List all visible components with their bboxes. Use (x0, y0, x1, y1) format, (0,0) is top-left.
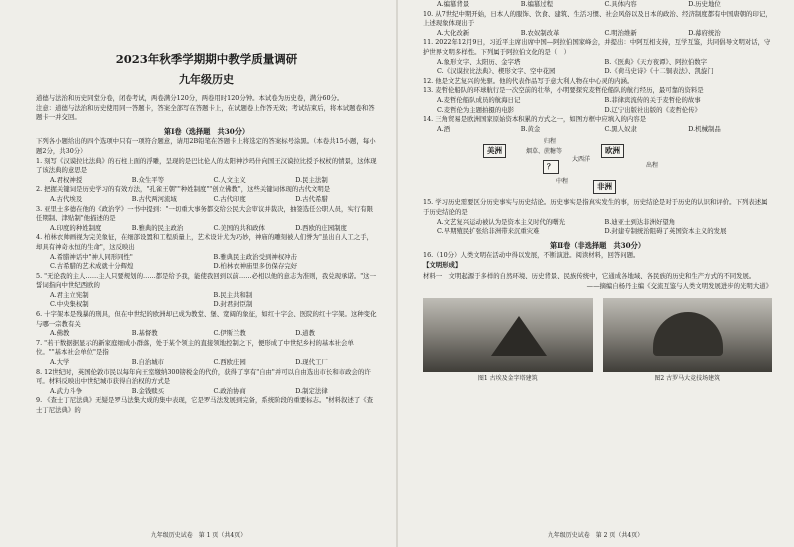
option: A.象形文字、太阳历、金字塔 (437, 57, 521, 66)
option: C.麦哲伦为主题拍摄的电影 (437, 105, 514, 114)
option: B.迪亚士到达非洲好望角 (604, 217, 676, 226)
question-line (36, 233, 377, 252)
question-line (36, 272, 377, 291)
option: A.武力斗争 (50, 386, 83, 395)
question-text: "若干数据据显示的新家庭细成小群落，处于某个领主的直接领地控制之下，便形成了中世纪乡村的基本社会单位。""基本社会单位"是指 (36, 338, 354, 357)
question-list-1 (36, 157, 377, 416)
question-text: "无论我的主人……主人只要规划的……都是给予我，能使我回到以前……必相以他的意志为准则，我兑现承诺。"这一誓词指向中世纪西欧的 (36, 271, 376, 290)
question-options (36, 176, 377, 186)
question-line (36, 205, 377, 224)
option: A.大学 (50, 358, 70, 367)
option: D.封君封臣制 (213, 300, 253, 309)
option: A.酒 (437, 124, 451, 133)
question-line (36, 310, 377, 329)
exam-note-1: 道德与法治和历史同堂分卷，闭卷考试，两卷满分120分，两卷用时120分钟。本试卷为历史卷，满分60分。 (36, 94, 344, 102)
option: B.雅典的民主政治 (131, 223, 184, 232)
question-options (36, 195, 377, 205)
question-options (36, 224, 377, 234)
question-12 (423, 77, 772, 87)
option: C.古希腊的艺术成就十分辉煌 (50, 262, 134, 271)
option: D.现代工厂 (295, 358, 328, 367)
question-line (36, 368, 377, 387)
colosseum-photo (603, 298, 773, 372)
question-text: 柏林衣帅画视为完美象征，在细部设置和工程质量上，艺术设计尤为巧妙，神庙的雕刻被人们誉为"虽出自人工之手，却具有神奇永恒的生命"，这反映出 (36, 233, 374, 251)
option: C.政治协商 (213, 386, 246, 395)
option: A.麦哲伦船队成员的航海日记 (437, 95, 521, 104)
option: B.雅典民主政治受到神权冲击 (213, 252, 297, 261)
question-number: 13. (423, 86, 434, 95)
option: C.人文主义 (213, 175, 246, 184)
option: C.古代印度 (213, 194, 246, 203)
question-text: 2022年12月9日，习近平主席出席中国—阿拉伯国家峰会，并提出：中阿互相支持，互学互鉴，共同倡导文明对话，守护世界文明多样性。下列属于阿拉伯文化的是（ ） (423, 38, 771, 56)
question-7 (36, 339, 377, 368)
question-number: 1. (36, 156, 43, 165)
option: D.柏林衣神庙里多仿保存完好 (213, 262, 298, 271)
option: D.历史地位 (688, 0, 721, 8)
question-options (36, 358, 377, 368)
diagram-label-c: 非洲 (593, 180, 616, 194)
diagram-label-a: 美洲 (483, 144, 506, 158)
question-text: 从7世纪中期开始，日本人的服饰、饮食、建筑、生活习惯、社会风俗以及日本的政治、经济制度都有中国唐朝的印记，上述现象体现出于 (423, 9, 772, 28)
question-number: 4. (36, 233, 43, 242)
question-4 (36, 233, 377, 271)
option: D.封建专制统治阻碍了英国资本主义的发展 (604, 227, 727, 236)
figure-2-caption: 图2 古罗马大竞技场建筑 (654, 374, 721, 382)
question-number: 15. (423, 198, 434, 207)
option: A.君主立宪制 (50, 290, 89, 299)
option: A.大化改新 (437, 28, 470, 37)
option: C.早期殖民扩张给非洲带来沉重灾难 (437, 227, 540, 236)
option: A.佛教 (50, 329, 70, 338)
question-number: 14. (423, 115, 434, 124)
question-text: 他是文艺复兴的先驱。他的代表作品写于意大利人物在中心灵的内涵。 (435, 76, 634, 85)
question-line (36, 396, 377, 415)
triangle-trade-diagram (483, 136, 743, 196)
question-2 (36, 185, 377, 204)
diagram-label-f: 出程 (646, 162, 659, 170)
question-15 (423, 198, 772, 236)
figure-2 (603, 298, 773, 384)
section-1-title: 第Ⅰ卷（选择题 共30分） (163, 126, 250, 136)
question-9 (36, 396, 377, 415)
question-options (423, 125, 772, 135)
diagram-label-q: ？ (543, 160, 559, 174)
question-3 (36, 205, 377, 234)
question-text: 麦哲伦船队的环球航行是一次空前的壮举，小明要探究麦哲伦船队的航行经历，最可靠的资料是 (435, 86, 704, 95)
diagram-label-g: 中程 (556, 178, 569, 186)
figure-row (423, 298, 772, 384)
question-options (423, 96, 772, 115)
option: C.明治维新 (604, 28, 637, 37)
question-6 (36, 310, 377, 339)
question-number: 7. (36, 338, 43, 347)
option: B.民主共和制 (213, 290, 253, 299)
question-number: 3. (36, 204, 43, 213)
option: A.文艺复兴运动被认为是资本主义时代的曙光 (437, 217, 566, 226)
option: B.编纂过程 (520, 0, 554, 8)
question-text: 《查士丁尼法典》无疑是罗马法集大成的集中表现，它是罗马法发展到完备，系统阶段的重要标志。"材料叙述了《查士丁尼法典》的 (36, 396, 374, 414)
option: C.具体内容 (604, 0, 637, 8)
option: D.机械制品 (688, 124, 721, 133)
question-options (36, 329, 377, 339)
option: A.君权神授 (50, 175, 83, 184)
question-number: 5. (36, 271, 43, 280)
diagram-label-b: 欧洲 (601, 144, 624, 158)
diagram-label-e: 归程 (544, 138, 557, 146)
option: C.《汉谟拉比法典》、楔形文字、空中花园 (437, 67, 556, 76)
section-1-instructions: 下列各小题给出的四个选项中只有一项符合题意，请用2B铅笔在答题卡上将选定的答案标号涂黑。（本卷共15小题，每小题2分，共30分） (36, 137, 376, 155)
question-text: 学习历史需要区分历史事实与历史结论。历史事实是指真实发生的事，历史结论是对于历史的认识和评价。下列表述属于历史结论的是 (423, 198, 768, 216)
option: D.道教 (295, 329, 315, 338)
question-number: 9. (36, 396, 43, 405)
option: B.农奴制改革 (520, 28, 560, 37)
question-number: 8. (36, 367, 43, 376)
question-line (423, 77, 772, 87)
question-5 (36, 272, 377, 310)
exam-title: 2023年秋季学期期中教学质量调研 (115, 52, 298, 66)
option: C.西欧庄园 (213, 358, 246, 367)
option: B.菲律宾流传的关于麦哲伦的故事 (604, 95, 701, 104)
question-line (36, 339, 377, 358)
question-number: 6. (36, 310, 43, 319)
option: C.美国的共和政体 (213, 223, 265, 232)
question-1 (36, 157, 377, 186)
exam-subject: 九年级历史 (179, 73, 234, 86)
option: B.黄金 (520, 124, 541, 133)
option: B.古代两河流域 (131, 194, 177, 203)
question-8 (36, 368, 377, 397)
option: A.古代埃及 (50, 194, 83, 203)
option: A.希腊神话中"神人同形同性" (50, 252, 133, 261)
question-number: 2. (36, 185, 43, 194)
question-line (36, 157, 377, 176)
option: B.自治城市 (131, 358, 165, 367)
exam-note-2: 注意：道德与法治和历史使用同一答题卡，答案全部写在答题卡上，在试题卷上作答无效；考试结束后，将本试题卷和答题卡一并交回。 (36, 103, 375, 122)
option: B.基督教 (131, 329, 158, 338)
option: A.编纂背景 (437, 0, 470, 8)
option: B.《医典》《天方夜谭》、阿拉伯数字 (604, 57, 708, 66)
option: D.《荷马史诗》《十二铜表法》、凯旋门 (604, 67, 714, 76)
question-options (423, 218, 772, 237)
question-14 (423, 115, 772, 134)
option: B.金钱赎买 (131, 386, 165, 395)
option: C.黑人奴隶 (604, 124, 637, 133)
question-options (423, 29, 772, 39)
question-text: 亚里士多德在他的《政治学》一书中提到："一切重大事务都交给公民大会审议并裁决，抽签选任公职人员，实行有限任期制、津贴制"他描述的是 (36, 204, 374, 223)
question-9-options (423, 0, 772, 10)
question-10 (423, 10, 772, 39)
option: C.伊斯兰教 (213, 329, 246, 338)
diagram-label-d: 大西洋 (572, 156, 591, 164)
question-13 (423, 86, 772, 115)
option: D.民主法制 (295, 175, 328, 184)
page-footer-2: 九年级历史试卷 第 2 页（共4页） (547, 532, 644, 540)
question-line (423, 198, 772, 217)
material-source: ——摘编自杨丹主编《交流互鉴与人类文明发展进步的光明大道》 (586, 282, 772, 291)
question-line (423, 115, 772, 125)
material-heading: 【文明形成】 (423, 260, 462, 269)
question-text: 刻写《汉谟拉比法典》的石柱上面的浮雕，呈现的是巴比伦人的太阳神沙玛什向国王汉谟拉比授予权杖的情景，这体现了该法典的意思是 (36, 156, 377, 175)
page-2 (397, 0, 794, 547)
option: D.辽宁出版社出版的《麦哲伦传》 (604, 105, 701, 114)
question-line (423, 10, 772, 29)
page-footer-1: 九年级历史试卷 第 1 页（共4页） (150, 532, 247, 540)
question-line (423, 38, 772, 57)
question-number: 10. (423, 9, 434, 18)
pyramid-photo (423, 298, 593, 372)
question-11 (423, 38, 772, 76)
question-options (423, 58, 772, 77)
figure-1 (423, 298, 593, 384)
question-list-2 (423, 10, 772, 237)
option: D.古代希腊 (295, 194, 328, 203)
question-number: 11. (423, 38, 434, 47)
question-16-stem: 16.（10分）人类文明在活动中得以发展，不断演进。阅读材料，回答问题。 (423, 251, 640, 260)
question-line (36, 185, 377, 195)
question-options (36, 253, 377, 272)
question-text: 三角贸易是欧洲国家原始资本积累的方式之一，如图方框中应填入的内容是 (435, 115, 647, 124)
question-text: 12世纪时，英国伦敦市民以每年向王室缴纳300镑税金的代价，获得了享有"自由"并可以自由选出市长和市政会的许可。材料反映出中世纪城市获得自治权的方式是 (36, 367, 371, 386)
option: D.西欧的庄园制度 (295, 223, 347, 232)
question-line (423, 86, 772, 96)
option: C.中央集权制 (50, 300, 89, 309)
diagram-label-h: 烟草、蔗糖等 (526, 148, 563, 156)
question-options (36, 291, 377, 310)
option: D.幕府统治 (688, 28, 721, 37)
option: D.制定法律 (295, 386, 328, 395)
section-2-title: 第Ⅱ卷（非选择题 共30分） (549, 240, 646, 250)
material-1: 材料一 文明起源于多样的自然环境、历史背景、民族传统中，它通成各地域、各民族的历史和生产方式的不同发展。 (423, 272, 756, 281)
question-text: 十字架本是残暴的刑具，但在中世纪的欧洲却已成为教堂、堡、宽阔的象征，如红十字会、医院的红十字架。这种变化与哪一宗教有关 (36, 310, 377, 328)
question-text: 把握关键词是历史学习的有效方法，"孔雀王朝""种姓制度""创立佛教"，这些关键词体现的古代文明是 (44, 185, 331, 194)
option: A.印度的种姓制度 (50, 223, 102, 232)
option: B.众生平等 (131, 175, 165, 184)
figure-1-caption: 图1 古埃及金字塔建筑 (477, 374, 538, 382)
question-number: 12. (423, 76, 434, 85)
question-options (36, 387, 377, 397)
